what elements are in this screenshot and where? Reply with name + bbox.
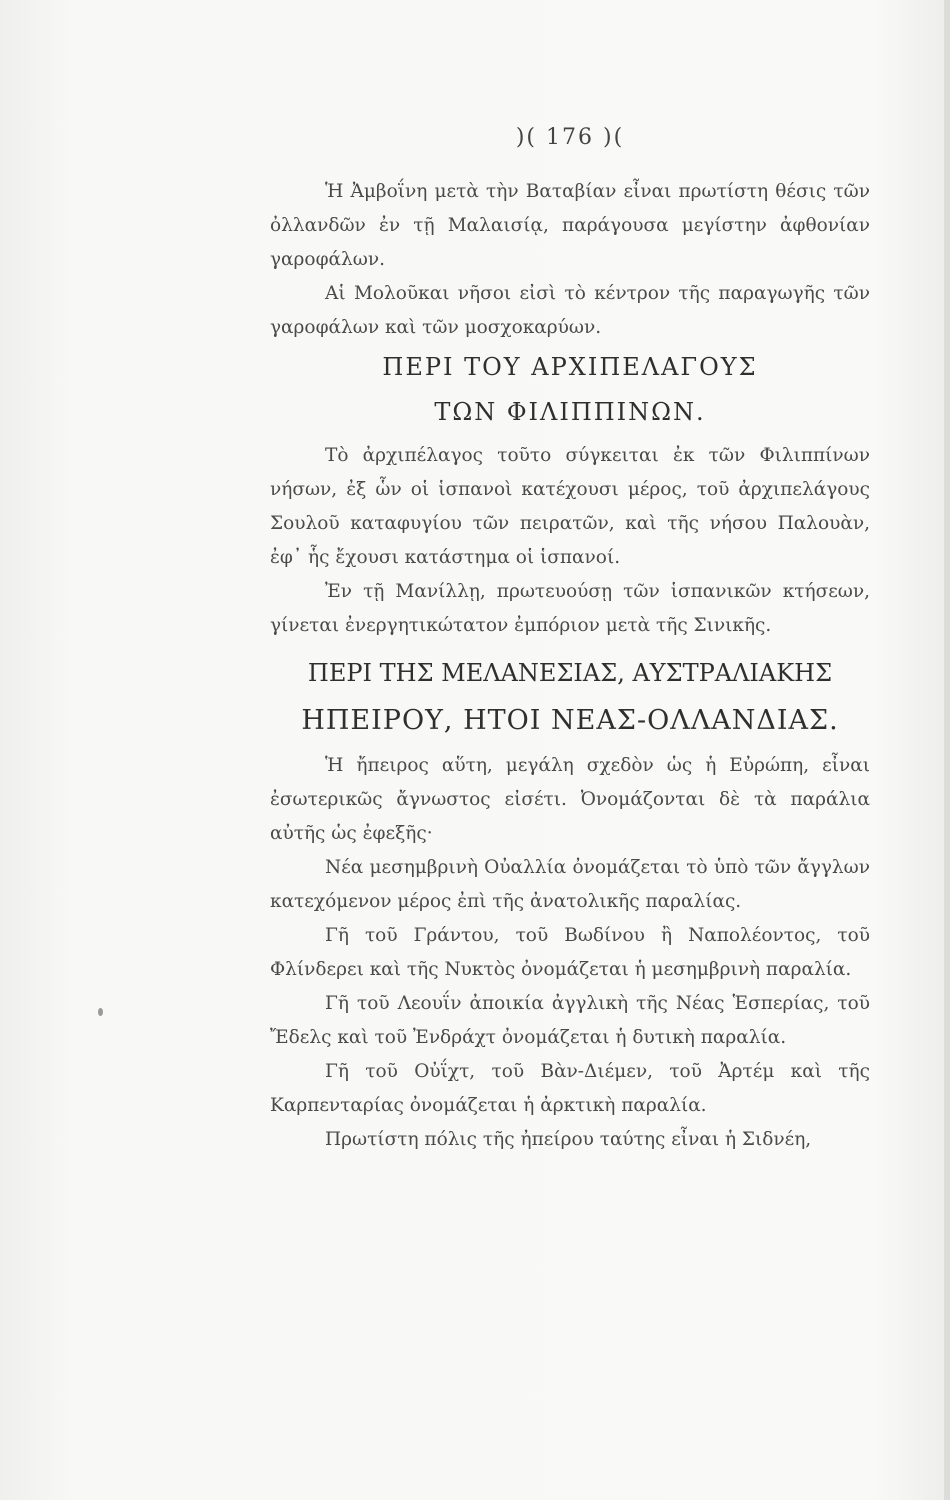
paragraph-north-coast: Γῆ τοῦ Οὐΐχτ, τοῦ Βὰν-Διέμεν, τοῦ Ἀρτέμ καὶ τῆς Καρπενταρίας ὀνομάζεται ἡ ἀρκτικὴ παραλία.	[270, 1061, 870, 1116]
paragraph-sydney: Πρωτίστη πόλις τῆς ἠπείρου ταύτης εἶναι ἡ Σιδνέη,	[325, 1129, 812, 1150]
section-heading-philippines-line1: ΠΕΡΙ ΤΟΥ ΑΡΧΙΠΕΛΑΓΟΥΣ	[382, 353, 758, 381]
ink-spot	[98, 1008, 103, 1016]
section-heading-australia-line1: ΠΕΡΙ ΤΗΣ ΜΕΛΑΝΕΣΙΑΣ, ΑΥΣΤΡΑΛΙΑΚΗΣ	[307, 659, 833, 687]
paragraph-west-coast: Γῆ τοῦ Λεουΐν ἀποικία ἀγγλικὴ τῆς Νέας Ἑσπερίας, τοῦ Ἔδελς καὶ τοῦ Ἐνδράχτ ὀνομάζεται ἡ δυτικὴ παραλία.	[270, 993, 870, 1048]
paragraph-continent: Ἡ ἤπειρος αὕτη, μεγάλη σχεδὸν ὡς ἡ Εὐρώπη, εἶναι ἐσωτερικῶς ἄγνωστος εἰσέτι. Ὀνομάζονται δὲ τὰ παράλια αὐτῆς ὡς ἐφεξῆς·	[270, 755, 870, 844]
section-heading-australia-line2: ΗΠΕΙΡΟΥ, ΗΤΟΙ ΝΕΑΣ-ΟΛΛΑΝΔΙΑΣ.	[301, 705, 839, 736]
paragraph-amboina: Ἡ Ἀμβοΐνη μετὰ τὴν Βαταβίαν εἶναι πρωτίστη θέσις τῶν ὀλλανδῶν ἐν τῇ Μαλαισίᾳ, παράγουσα μεγίστην ἀφθονίαν γαροφάλων.	[270, 181, 870, 270]
paragraph-new-south-wales: Νέα μεσημβρινὴ Οὐαλλία ὀνομάζεται τὸ ὑπὸ τῶν ἄγγλων κατεχόμενον μέρος ἐπὶ τῆς ἀνατολικῆς παραλίας.	[270, 857, 870, 912]
section-heading-philippines-line2: ΤΩΝ ΦΙΛΙΠΠΙΝΩΝ.	[434, 398, 706, 426]
paragraph-moluccas: Αἱ Μολοῦκαι νῆσοι εἰσὶ τὸ κέντρον τῆς παραγωγῆς τῶν γαροφάλων καὶ τῶν μοσχοκαρύων.	[270, 283, 870, 338]
paragraph-manila: Ἐν τῇ Μανίλλῃ, πρωτευούσῃ τῶν ἱσπανικῶν κτήσεων, γίνεται ἐνεργητικώτατον ἐμπόριον μετὰ τῆς Σινικῆς.	[270, 581, 870, 636]
page-edge-shadow	[944, 0, 950, 1500]
page-number: )( 176 )(	[515, 125, 625, 150]
paragraph-archipelago: Τὸ ἀρχιπέλαγος τοῦτο σύγκειται ἐκ τῶν Φιλιππίνων νήσων, ἐξ ὧν οἱ ἱσπανοὶ κατέχουσι μέρος, τοῦ ἀρχιπελάγους Σουλοῦ καταφυγίου τῶν πειρατῶν, καὶ τῆς νήσου Παλουὰν, ἐφ᾽ ἧς ἔχουσι κατάστημα οἱ ἱσπανοί.	[270, 445, 870, 568]
paragraph-south-coast: Γῆ τοῦ Γράντου, τοῦ Βωδίνου ἢ Ναπολέοντος, τοῦ Φλίνδερει καὶ τῆς Νυκτὸς ὀνομάζεται ἡ μεσημβρινὴ παραλία.	[270, 925, 870, 980]
page-text-block	[270, 125, 870, 1157]
